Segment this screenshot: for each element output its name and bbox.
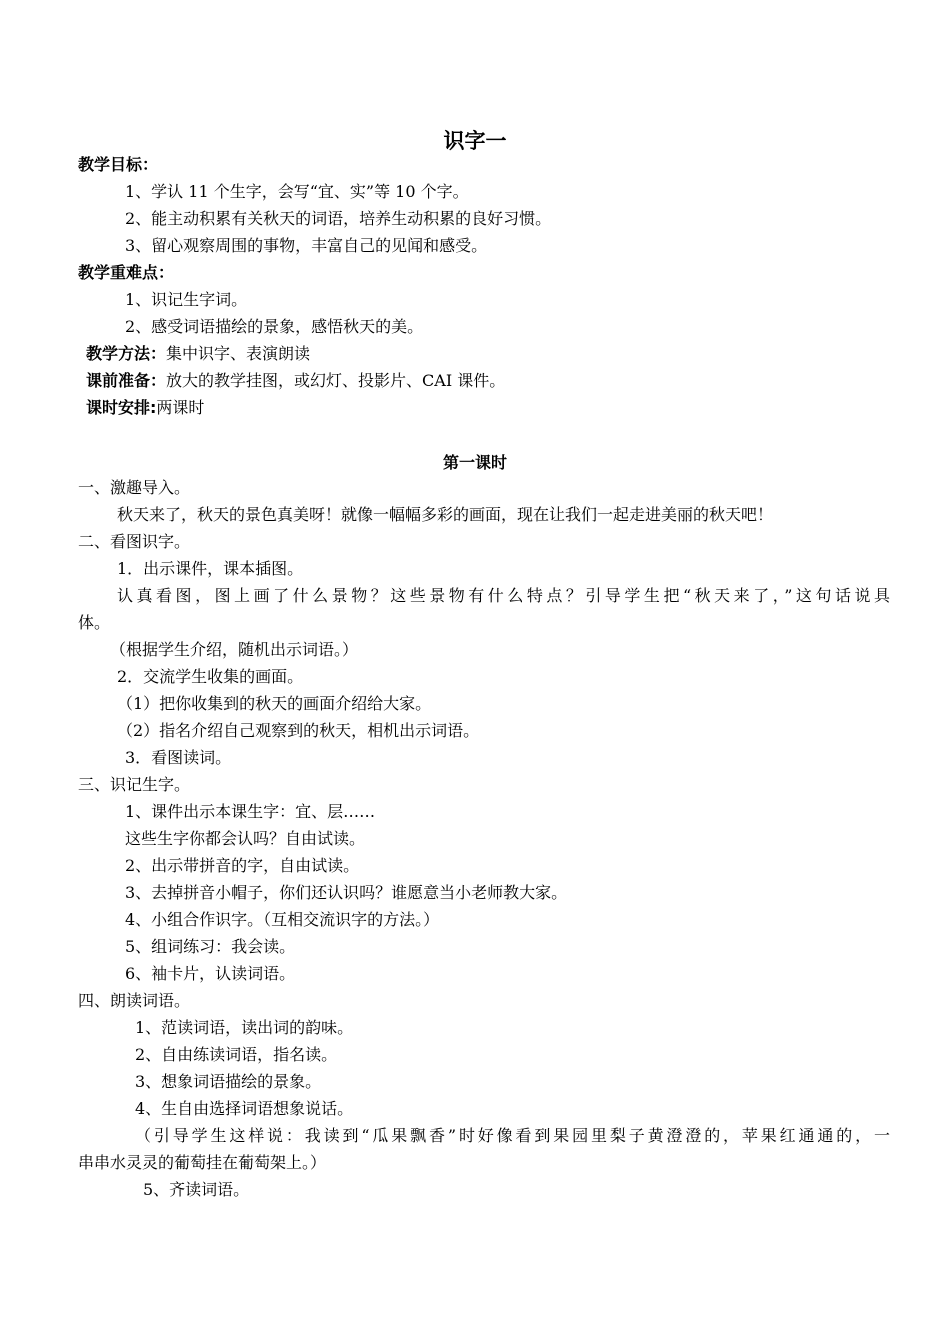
paragraph: 串串水灵灵的葡萄挂在葡萄架上。）	[78, 1153, 327, 1172]
paragraph: 4、生自由选择词语想象说话。	[135, 1099, 354, 1118]
goals-heading: 教学目标：	[78, 155, 159, 174]
keypoint-item: 2、感受词语描绘的景象，感悟秋天的美。	[125, 317, 424, 336]
paragraph: 1、课件出示本课生字：宜、层……	[125, 802, 376, 821]
paragraph: 秋天来了，秋天的景色真美呀！就像一幅幅多彩的画面，现在让我们一起走进美丽的秋天吧！	[117, 505, 774, 524]
keypoint-item: 1、识记生字词。	[125, 290, 248, 309]
section-heading: 二、看图识字。	[78, 532, 191, 551]
schedule-value: 两课时	[156, 398, 205, 417]
paragraph: 2、自由练读词语，指名读。	[135, 1045, 338, 1064]
prep-value: 放大的教学挂图，或幻灯、投影片、CAI 课件。	[166, 371, 506, 390]
paragraph: 2、出示带拼音的字，自由试读。	[125, 856, 360, 875]
paragraph: 体。	[78, 613, 111, 632]
paragraph: （引导学生这样说：我读到“瓜果飘香”时好像看到果园里梨子黄澄澄的，苹果红通通的，一	[135, 1126, 890, 1145]
section-heading: 三、识记生字。	[78, 775, 191, 794]
paragraph: 6、袖卡片，认读词语。	[125, 964, 296, 983]
paragraph: 这些生字你都会认吗？自由试读。	[125, 829, 366, 848]
paragraph: （根据学生介绍，随机出示词语。）	[110, 640, 359, 659]
paragraph: 认真看图，图上画了什么景物？这些景物有什么特点？引导学生把“秋天来了，”这句话说具	[117, 586, 890, 605]
schedule-row	[86, 398, 204, 418]
paragraph: （2）指名介绍自己观察到的秋天，相机出示词语。	[117, 721, 480, 740]
keypoints-heading: 教学重难点：	[78, 263, 175, 282]
method-label: 教学方法：	[86, 344, 167, 363]
method-value: 集中识字、表演朗读	[166, 344, 311, 363]
document-title: 识字一	[443, 129, 507, 153]
section-heading: 一、激趣导入。	[78, 478, 191, 497]
prep-label: 课前准备：	[86, 371, 167, 390]
goal-item: 1、学认 11 个生字，会写“宜、实”等 10 个字。	[125, 182, 469, 201]
paragraph: 3、去掉拼音小帽子，你们还认识吗？谁愿意当小老师教大家。	[125, 883, 568, 902]
schedule-label: 课时安排:	[86, 398, 157, 417]
paragraph: 5、组词练习：我会读。	[125, 937, 296, 956]
paragraph: 4、小组合作识字。（互相交流识字的方法。）	[125, 910, 440, 929]
goal-item: 2、能主动积累有关秋天的词语，培养生动积累的良好习惯。	[125, 209, 552, 228]
paragraph: 1．出示课件，课本插图。	[117, 559, 304, 578]
method-row	[86, 344, 310, 364]
paragraph: （1）把你收集到的秋天的画面介绍给大家。	[117, 694, 432, 713]
lesson-heading: 第一课时	[442, 453, 507, 472]
paragraph: 1、范读词语，读出词的韵味。	[135, 1018, 354, 1037]
paragraph: 5、齐读词语。	[143, 1180, 250, 1199]
section-heading: 四、朗读词语。	[78, 991, 191, 1010]
prep-row	[86, 371, 505, 391]
paragraph: 3．看图读词。	[125, 748, 232, 767]
paragraph: 3、想象词语描绘的景象。	[135, 1072, 322, 1091]
goal-item: 3、留心观察周围的事物，丰富自己的见闻和感受。	[125, 236, 488, 255]
paragraph: 2．交流学生收集的画面。	[117, 667, 304, 686]
